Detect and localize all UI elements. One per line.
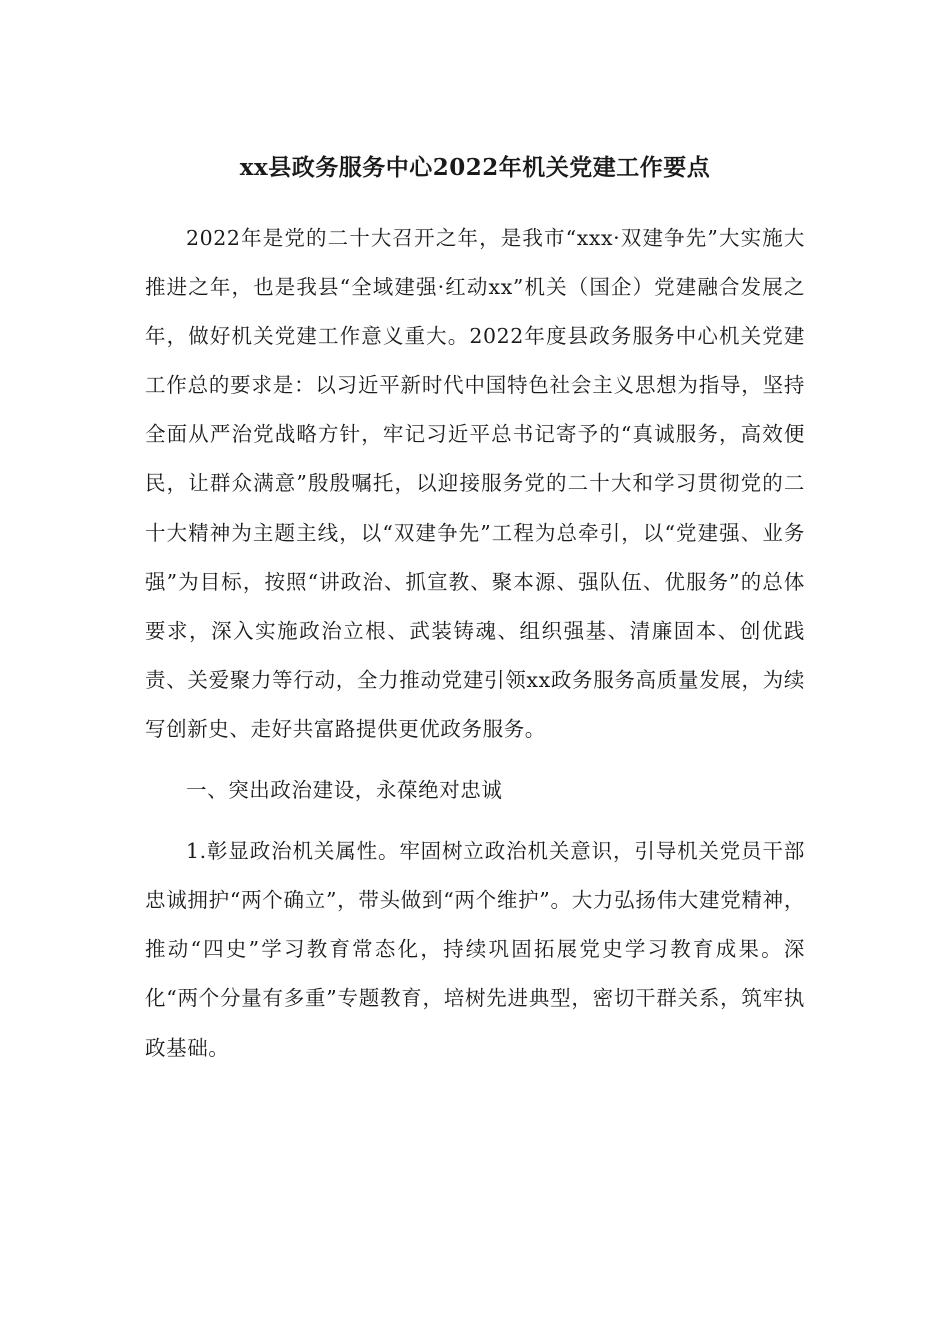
paragraph-gap — [145, 815, 805, 827]
document-title: xx县政务服务中心2022年机关党建工作要点 — [239, 154, 711, 181]
intro-paragraph: 2022年是党的二十大召开之年，是我市“xxx·双建争先”大实施大推进之年，也是我县“全域建强·红动xx”机关（国企）党建融合发展之年，做好机关党建工作意义重大。2022年度县政务服务中心机关党建工作总的要求是：以习近平新时代中国特色社会主义思想为指导，坚持全面从严治党战略方针，牢记习近平总书记寄予的“真诚服务，高效便民，让群众满意”殷殷嘱托，以迎接服务党的二十大和学习贯彻党的二十大精神为主题主线，以“双建争先”工程为总牵引，以“党建强、业务强”为目标，按照“讲政治、抓宣教、聚本源、强队伍、优服务”的总体要求，深入实施政治立根、武装铸魂、组织强基、清廉固本、创优践责、关爱聚力等行动，全力推动党建引领xx政务服务高质量发展，为续写创新史、走好共富路提供更优政务服务。 — [145, 226, 805, 741]
paragraph-gap — [145, 754, 805, 766]
document-body — [145, 214, 805, 1073]
item-paragraph: 1.彰显政治机关属性。牢固树立政治机关意识，引导机关党员干部忠诚拥护“两个确立”，带头做到“两个维护”。大力弘扬伟大建党精神，推动“四史”学习教育常态化，持续巩固拓展党史学习教育成果。深化“两个分量有多重”专题教育，培树先进典型，密切干群关系，筑牢执政基础。 — [145, 839, 805, 1060]
section-heading: 一、突出政治建设，永葆绝对忠诚 — [186, 778, 503, 803]
